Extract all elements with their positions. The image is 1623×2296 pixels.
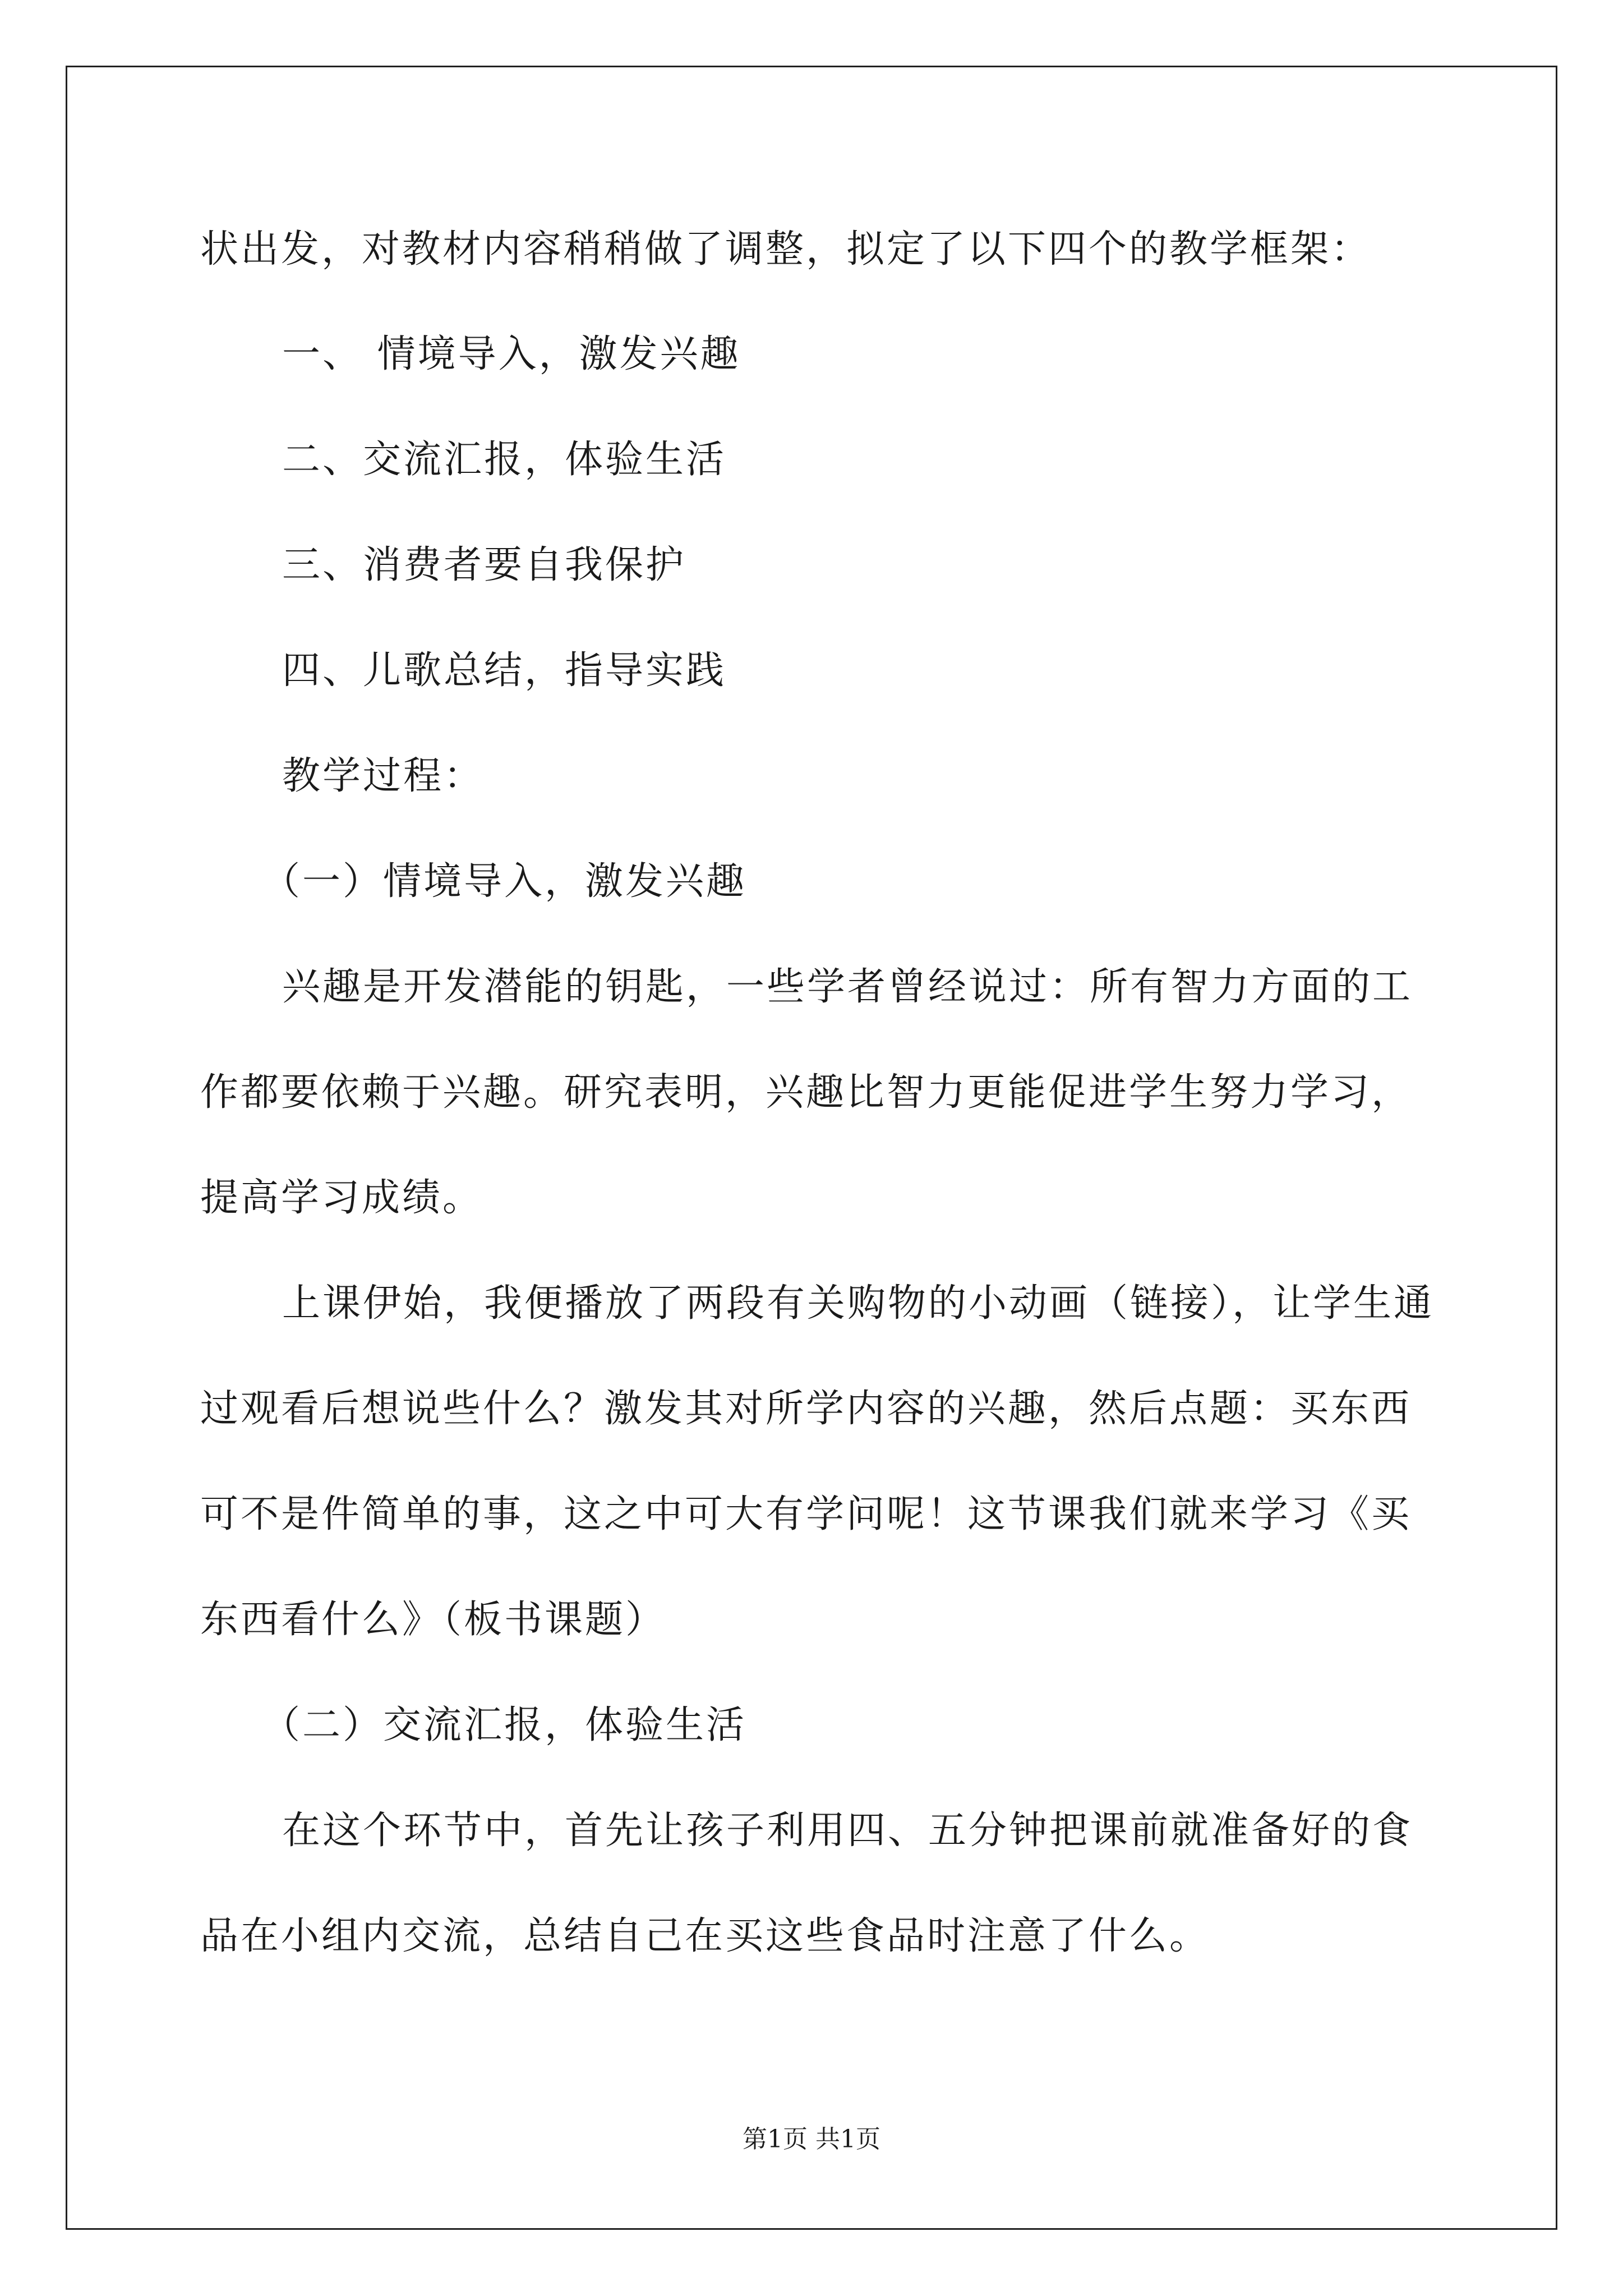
framework-item-2: 二、交流汇报，体验生活 <box>282 438 727 482</box>
paragraph-line: 作都要依赖于兴趣。研究表明，兴趣比智力更能促进学生努力学习， <box>200 1070 1412 1115</box>
paragraph-line: 可不是件简单的事，这之中可大有学问呢！这节课我们就来学习《买 <box>200 1492 1412 1536</box>
paragraph-line: 品在小组内交流，总结自己在买这些食品时注意了什么。 <box>200 1914 1210 1958</box>
paragraph-line: 提高学习成绩。 <box>200 1176 483 1220</box>
paragraph-line: 状出发，对教材内容稍稍做了调整，拟定了以下四个的教学框架： <box>200 227 1372 272</box>
page-border <box>66 66 1557 2230</box>
framework-item-4: 四、儿歌总结，指导实践 <box>282 648 727 693</box>
framework-item-3: 三、消费者要自我保护 <box>282 543 686 587</box>
page-footer: 第1页 共1页 <box>743 2125 880 2154</box>
paragraph-line: 兴趣是开发潜能的钥匙，一些学者曾经说过：所有智力方面的工 <box>282 965 1413 1009</box>
subsection-heading-2: （二）交流汇报，体验生活 <box>262 1703 747 1747</box>
subsection-heading-1: （一）情境导入，激发兴趣 <box>262 859 747 904</box>
paragraph-line: 东西看什么》（板书课题） <box>200 1598 666 1642</box>
section-heading: 教学过程： <box>282 754 485 798</box>
paragraph-line: 过观看后想说些什么？激发其对所学内容的兴趣，然后点题：买东西 <box>200 1387 1412 1431</box>
framework-item-1: 一、 情境导入，激发兴趣 <box>282 332 741 376</box>
paragraph-line: 上课伊始，我便播放了两段有关购物的小动画（链接），让学生通 <box>282 1281 1435 1326</box>
paragraph-line: 在这个环节中，首先让孩子利用四、五分钟把课前就准备好的食 <box>282 1809 1413 1853</box>
